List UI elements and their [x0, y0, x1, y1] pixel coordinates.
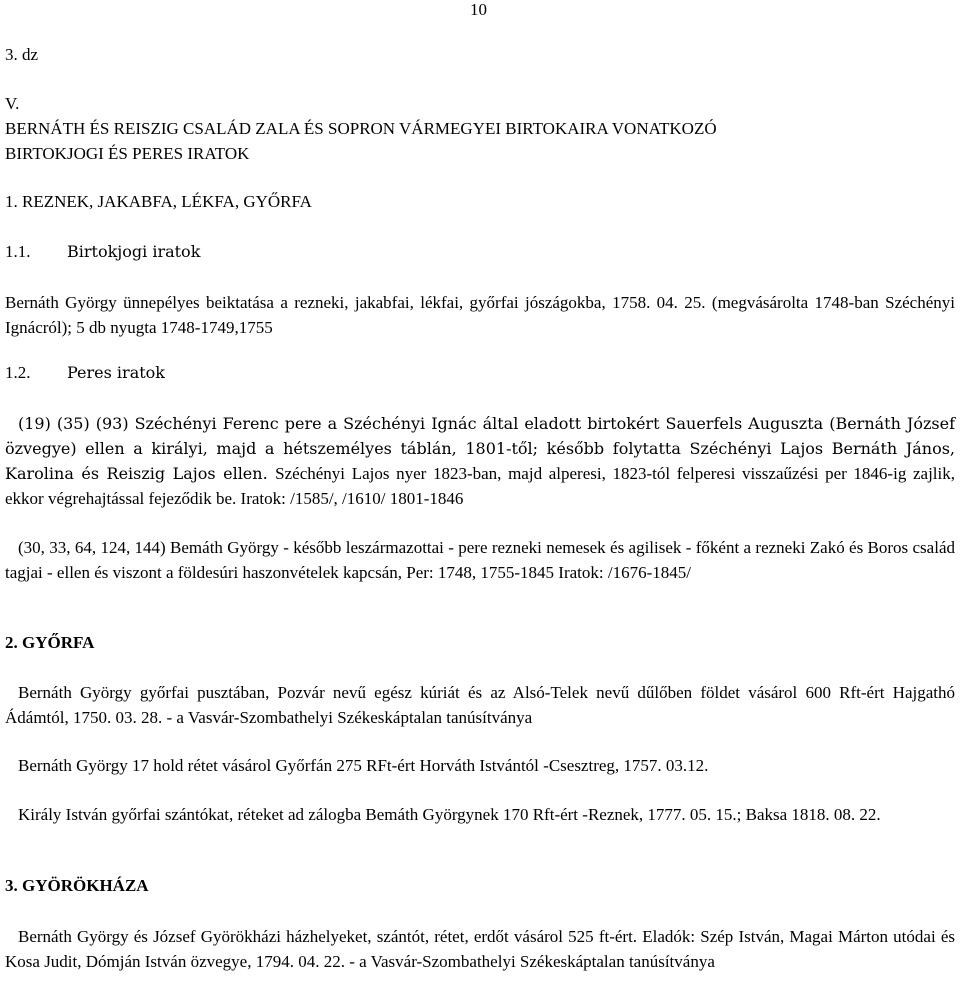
heading-3: 3. GYÖRÖKHÁZA	[5, 876, 149, 895]
subheading-number: 1.2.	[5, 363, 31, 382]
paragraph-kiraly: Király István győrfai szántókat, réteket ad zálogba Bemáth Györgynek 170 Rft-ért -Reznek, 1777. 05. 15.; Baksa 1818. 08. 22.	[18, 805, 881, 824]
main-title-line1: BERNÁTH ÉS REISZIG CSALÁD ZALA ÉS SOPRON VÁRMEGYEI BIRTOKAIRA VONATKOZÓ	[5, 119, 717, 138]
paragraph-per-szechenyi-part2: Széchényi Lajos nyer 1823-ban, majd alperesi, 1823-tól felperesi visszaűzési per 1846-ig zajlik, ekkor végrehajtással fejeződik be. Iratok: /1585/, /1610/ 1801-1846	[5, 464, 955, 508]
section-label-dz: 3. dz	[5, 45, 39, 64]
paragraph-per-szechenyi-part1: (19) (35) (93) Széchényi Ferenc pere a Széchényi Ignác által eladott birtokért Sauerfels Auguszta (Bernáth József özvegye) ellen a királyi, majd a hétszemélyes táblán, 1801-től; később folytatta Széchényi Lajos Bernáth János, Karolina és Reiszig Lajos ellen.	[5, 414, 955, 483]
subheading-1-2	[5, 363, 165, 383]
heading-2: 2. GYŐRFA	[5, 633, 95, 652]
roman-numeral-heading: V.	[5, 94, 20, 113]
heading-1: 1. REZNEK, JAKABFA, LÉKFA, GYŐRFA	[5, 192, 312, 211]
page-number: 10	[470, 0, 487, 19]
paragraph-gyorokhaza: Bernáth György és József Györökházi házhelyeket, szántót, rétet, erdőt vásárol 525 ft-ért. Eladók: Szép István, Magai Márton utódai és Kosa Judit, Dómján István özvegye, 1794. 04. 22. - a Vasvár-Szombathelyi Székeskáptalan tanúsítványa	[5, 927, 955, 971]
paragraph-pozvar: Bernáth György győrfai pusztában, Pozvár nevű egész kúriát és az Alsó-Telek nevű dűlőben földet vásárol 600 Rft-ért Hajgathó Ádámtól, 1750. 03. 28. - a Vasvár-Szombathelyi Székeskáptalan tanúsítványa	[5, 683, 955, 727]
paragraph-beiktatas: Bernáth György ünnepélyes beiktatása a rezneki, jakabfai, lékfai, győrfai jószágokba, 1758. 04. 25. (megvásárolta 1748-ban Széchényi Ignácról); 5 db nyugta 1748-1749,1755	[5, 293, 955, 337]
paragraph-per-szechenyi	[5, 411, 955, 511]
subheading-text: Birtokjogi iratok	[67, 242, 201, 261]
paragraph-horvath: Bernáth György 17 hold rétet vásárol Győrfán 275 RFt-ért Horváth Istvántól -Csesztreg, 1757. 03.12.	[18, 756, 709, 775]
subheading-text: Peres iratok	[67, 363, 165, 382]
main-title-line2: BIRTOKJOGI ÉS PERES IRATOK	[5, 144, 250, 163]
subheading-1-1	[5, 242, 200, 262]
subheading-number: 1.1.	[5, 242, 31, 261]
paragraph-per-rezneki: (30, 33, 64, 124, 144) Bemáth György - később leszármazottai - pere rezneki nemesek és agilisek - főként a rezneki Zakó és Boros család tagjai - ellen és viszont a földesúri haszonvételek kapcsán, Per: 1748, 1755-1845 Iratok: /1676-1845/	[5, 538, 955, 582]
